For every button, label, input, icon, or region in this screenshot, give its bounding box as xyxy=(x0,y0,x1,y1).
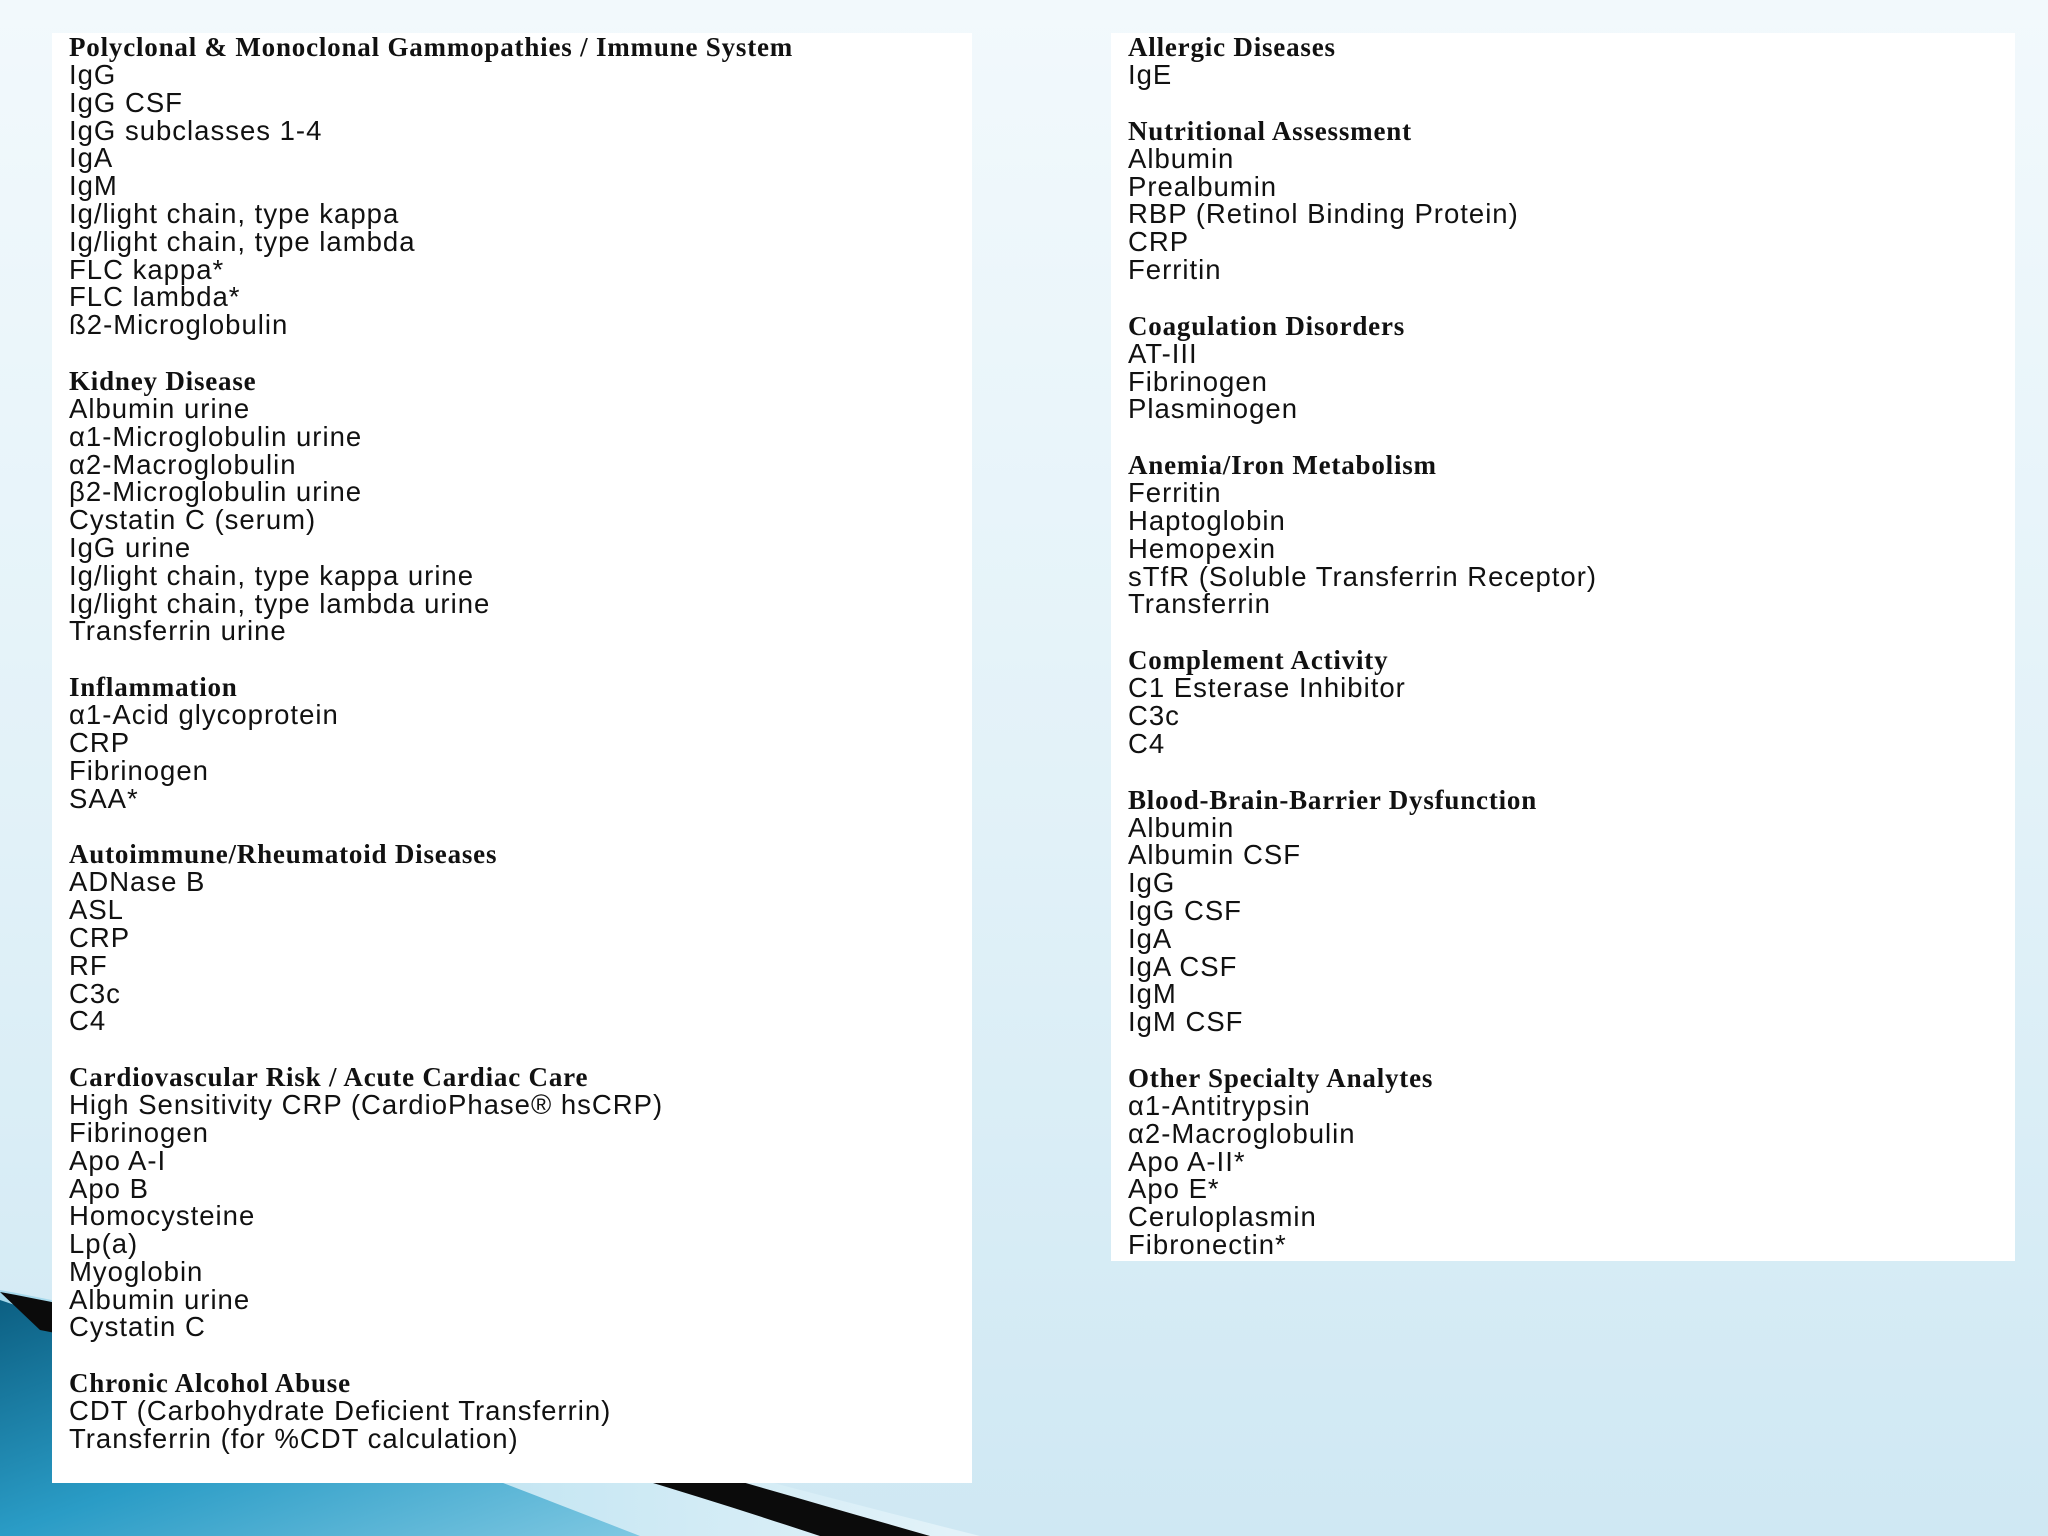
list-item: Ig/light chain, type kappa urine xyxy=(69,559,475,591)
list-item: SAA* xyxy=(69,782,139,814)
list-item: IgM CSF xyxy=(1128,1006,1244,1038)
list-item: Ferritin xyxy=(1128,477,1222,509)
list-item: α2-Macroglobulin xyxy=(1128,1117,1356,1149)
group-inflammation xyxy=(69,673,972,812)
list-item: β2-Microglobulin urine xyxy=(69,476,363,508)
list-item: Cystatin C (serum) xyxy=(69,504,317,536)
list-item: Ceruloplasmin xyxy=(1128,1201,1317,1233)
list-item: Apo A-II* xyxy=(1128,1145,1246,1177)
list-item: FLC lambda* xyxy=(69,281,241,313)
list-item: Albumin xyxy=(1128,811,1235,843)
list-item: CDT (Carbohydrate Deficient Transferrin) xyxy=(69,1395,612,1427)
list-item: IgE xyxy=(1128,59,1173,90)
list-item: CRP xyxy=(69,726,131,758)
list-item: Fibrinogen xyxy=(1128,365,1268,397)
group-cardiovascular xyxy=(69,1063,972,1341)
group-title: Coagulation Disorders xyxy=(1128,310,1406,341)
list-item: RBP (Retinol Binding Protein) xyxy=(1128,198,1519,230)
list-item: C4 xyxy=(1128,727,1166,759)
group-title: Allergic Diseases xyxy=(1128,32,1336,62)
group-title: Other Specialty Analytes xyxy=(1128,1062,1434,1093)
list-item: Homocysteine xyxy=(69,1200,256,1232)
group-title: Kidney Disease xyxy=(69,365,257,396)
list-item: Fibrinogen xyxy=(69,1116,209,1148)
group-anemia-iron xyxy=(1128,451,2015,618)
group-title: Nutritional Assessment xyxy=(1128,115,1412,146)
group-autoimmune xyxy=(69,840,972,1035)
list-item: C3c xyxy=(69,977,121,1009)
list-item: Lp(a) xyxy=(69,1228,139,1260)
list-item: RF xyxy=(69,949,108,981)
list-item: Fibronectin* xyxy=(1128,1228,1287,1260)
group-title: Chronic Alcohol Abuse xyxy=(69,1368,351,1399)
group-alcohol-abuse xyxy=(69,1369,972,1453)
list-item: Transferrin (for %CDT calculation) xyxy=(69,1423,519,1455)
list-item: Plasminogen xyxy=(1128,393,1298,425)
list-item: IgG subclasses 1-4 xyxy=(69,114,323,146)
list-item: CRP xyxy=(69,921,131,953)
list-item: Apo A-I xyxy=(69,1144,167,1176)
list-item: IgG urine xyxy=(69,531,192,563)
list-item: Albumin CSF xyxy=(1128,839,1301,871)
list-item: Cystatin C xyxy=(69,1311,206,1343)
list-item: α2-Macroglobulin xyxy=(69,448,297,480)
list-item: IgM xyxy=(1128,978,1177,1010)
group-coagulation-disorders xyxy=(1128,312,2015,423)
list-item: Ig/light chain, type lambda xyxy=(69,225,416,257)
list-item: Transferrin xyxy=(1128,588,1271,620)
list-item: Fibrinogen xyxy=(69,754,209,786)
list-item: Albumin urine xyxy=(69,392,251,424)
group-title: Autoimmune/Rheumatoid Diseases xyxy=(69,839,498,870)
list-item: IgG CSF xyxy=(1128,894,1242,926)
list-item: IgG xyxy=(69,59,117,90)
list-item: Apo E* xyxy=(1128,1173,1220,1205)
group-blood-brain-barrier xyxy=(1128,786,2015,1036)
group-title: Cardiovascular Risk / Acute Cardiac Care xyxy=(69,1062,589,1093)
list-item: IgG CSF xyxy=(69,86,183,118)
list-item: IgA CSF xyxy=(1128,950,1238,982)
list-item: CRP xyxy=(1128,226,1190,258)
group-complement-activity xyxy=(1128,646,2015,757)
list-item: FLC kappa* xyxy=(69,253,225,285)
list-item: ADNase B xyxy=(69,866,206,898)
group-title: Polyclonal & Monoclonal Gammopathies / Immune System xyxy=(69,32,794,62)
left-column-panel xyxy=(52,33,972,1483)
group-title: Blood-Brain-Barrier Dysfunction xyxy=(1128,784,1538,815)
list-item: IgA xyxy=(69,142,114,174)
list-item: Haptoglobin xyxy=(1128,504,1286,536)
list-item: sTfR (Soluble Transferrin Receptor) xyxy=(1128,560,1598,592)
list-item: Albumin xyxy=(1128,142,1235,174)
group-other-specialty xyxy=(1128,1064,2015,1259)
list-item: Ferritin xyxy=(1128,253,1222,285)
group-title: Inflammation xyxy=(69,672,238,703)
list-item: Myoglobin xyxy=(69,1255,204,1287)
list-item: IgA xyxy=(1128,922,1173,954)
right-column-panel xyxy=(1111,33,2015,1261)
group-title: Anemia/Iron Metabolism xyxy=(1128,450,1437,481)
group-kidney-disease xyxy=(69,367,972,645)
list-item: Prealbumin xyxy=(1128,170,1278,202)
list-item: IgM xyxy=(69,170,118,202)
group-immune-system xyxy=(69,33,972,339)
group-nutritional-assessment xyxy=(1128,117,2015,284)
list-item: Hemopexin xyxy=(1128,532,1277,564)
list-item: AT-III xyxy=(1128,337,1198,369)
group-title: Complement Activity xyxy=(1128,645,1389,676)
list-item: C1 Esterase Inhibitor xyxy=(1128,672,1406,704)
list-item: C4 xyxy=(69,1005,107,1037)
list-item: α1-Antitrypsin xyxy=(1128,1089,1311,1121)
list-item: α1-Acid glycoprotein xyxy=(69,699,339,731)
list-item: Ig/light chain, type kappa xyxy=(69,197,400,229)
list-item: Ig/light chain, type lambda urine xyxy=(69,587,491,619)
list-item: Apo B xyxy=(69,1172,149,1204)
list-item: Albumin urine xyxy=(69,1283,251,1315)
list-item: IgG xyxy=(1128,867,1176,899)
list-item: ASL xyxy=(69,894,124,926)
list-item: α1-Microglobulin urine xyxy=(69,420,363,452)
group-allergic-diseases xyxy=(1128,33,2015,89)
list-item: High Sensitivity CRP (CardioPhase® hsCRP) xyxy=(69,1089,664,1121)
list-item: C3c xyxy=(1128,699,1180,731)
list-item: ß2-Microglobulin xyxy=(69,309,289,341)
list-item: Transferrin urine xyxy=(69,615,287,647)
